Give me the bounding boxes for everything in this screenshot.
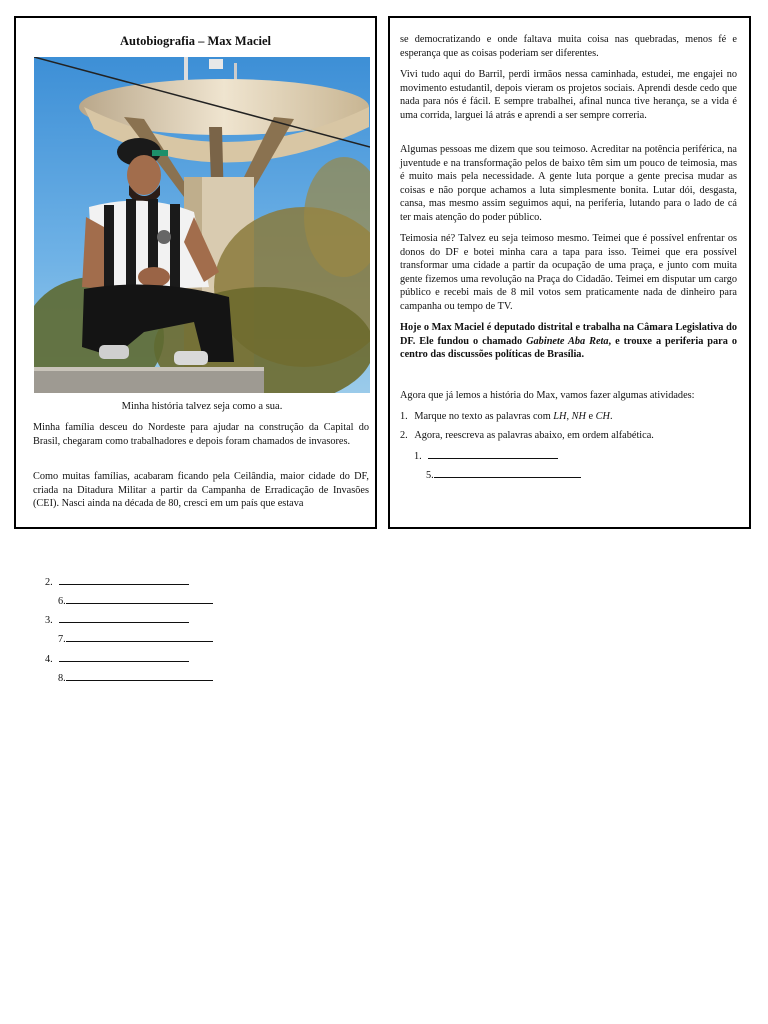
question-2-number: 2. <box>400 430 408 441</box>
question-2-text: Agora, reescreva as palavras abaixo, em ordem alfabética. <box>414 430 654 441</box>
question-1-text: Marque no texto as palavras com <box>414 411 554 422</box>
portrait-photo <box>34 57 370 393</box>
answer-2-blank[interactable] <box>59 575 189 585</box>
right-page-panel <box>388 16 751 529</box>
paragraph-3: se democratizando e onde faltava muita coisa nas quebradas, menos fé e esperança que as coisas poderiam ser diferentes. <box>400 34 737 59</box>
answer-3-number: 3. <box>45 615 53 626</box>
question-1 <box>400 411 613 422</box>
answer-8-blank[interactable] <box>66 671 213 681</box>
answer-5-number: 5. <box>426 470 434 481</box>
nh-text: NH <box>571 411 586 422</box>
answer-line-7[interactable] <box>58 632 213 645</box>
question-1-end: . <box>609 411 613 422</box>
answer-1-blank[interactable] <box>428 449 558 459</box>
paragraph-1: Minha família desceu do Nordeste para ajudar na construção da Capital do Brasil, chegaram como trabalhadores e depois foram chamados de invasores. <box>33 422 369 447</box>
answer-line-1[interactable] <box>414 449 558 462</box>
answer-7-number: 7. <box>58 634 66 645</box>
answer-2-number: 2. <box>45 577 53 588</box>
ch-text: CH <box>595 411 610 422</box>
paragraph-7-bold <box>400 321 737 362</box>
answer-line-5[interactable] <box>426 468 581 481</box>
paragraph-5: Algumas pessoas me dizem que sou teimoso. Acreditar na potência periférica, na juventude e na transformação pelos de baixo têm sim um pouco de teimosia, mas é muito mais pela necessidade. A gente luta porque a gente precisa mudar as coisas e não porque achamos a luta simplesmente bonita. Lutar dói, desgasta, cansa, mas mesmo assim seguimos aqui, na periferia, lutando para o lado de cá ter mais atenção do poder público. <box>400 144 737 223</box>
paragraph-4: Vivi tudo aqui do Barril, perdi irmãos nessa caminhada, estudei, me engajei no movimento estudantil, depois vieram os projetos sociais. Aprendi desde cedo que nada para nós é fácil. E sempre trabalhei, afinal nunca tive herança, se a vida é uma corrida, larguei lá atrás e aprendi a ser sempre correria. <box>400 69 737 121</box>
answer-5-blank[interactable] <box>434 468 581 478</box>
question-1-sep2: e <box>585 411 596 422</box>
paragraph-6: Teimosia né? Talvez eu seja teimoso mesmo. Teimei que é possível enfrentar os donos do DF e botei minha cara a tapa para isso. Teimei que era possível transformar uma cidade a partir da ocupação de uma praça, e junto com muita gente fizemos uma revolução na Praça do Cidadão. Teimei em disputar um cargo público e recebi mais de 8 mil votos sem praticamente nada de dinheiro para campanha ou tempo de TV. <box>400 233 737 312</box>
answer-4-blank[interactable] <box>59 652 189 662</box>
paragraph-2: Como muitas famílias, acabaram ficando pela Ceilândia, maior cidade do DF, criada na Ditadura Militar a partir da Campanha de Erradicação de Invasões (CEI). Nasci ainda na década de 80, cresci em um país que estava <box>33 471 369 509</box>
answer-7-blank[interactable] <box>66 632 213 642</box>
lh-text: LH <box>553 411 567 422</box>
answer-8-number: 8. <box>58 673 66 684</box>
answer-line-8[interactable] <box>58 671 213 684</box>
photo-caption: Minha história talvez seja como a sua. <box>121 401 283 412</box>
answer-line-3[interactable] <box>45 613 189 626</box>
bold-text-b: , e trouxe a periferia para o centro das discussões políticas de Brasília. <box>400 335 737 360</box>
left-page-panel <box>14 16 377 529</box>
question-1-sep1: , <box>566 411 572 422</box>
answer-6-number: 6. <box>58 596 66 607</box>
answer-line-4[interactable] <box>45 652 189 665</box>
document-title: Autobiografia – Max Maciel <box>119 34 271 48</box>
answer-line-2[interactable] <box>45 575 189 588</box>
bold-text-a: Hoje o Max Maciel é deputado distrital e trabalha na Câmara Legislativa do DF. Ele fundou o chamado <box>400 322 737 347</box>
question-1-number: 1. <box>400 411 408 422</box>
answer-3-blank[interactable] <box>59 613 189 623</box>
answer-4-number: 4. <box>45 654 53 665</box>
activities-intro: Agora que já lemos a história do Max, vamos fazer algumas atividades: <box>400 390 695 401</box>
answer-line-6[interactable] <box>58 594 213 607</box>
question-2 <box>400 430 654 441</box>
italic-text: Gabinete Aba Reta <box>526 335 609 347</box>
answer-1-number: 1. <box>414 451 422 462</box>
answer-6-blank[interactable] <box>66 594 213 604</box>
